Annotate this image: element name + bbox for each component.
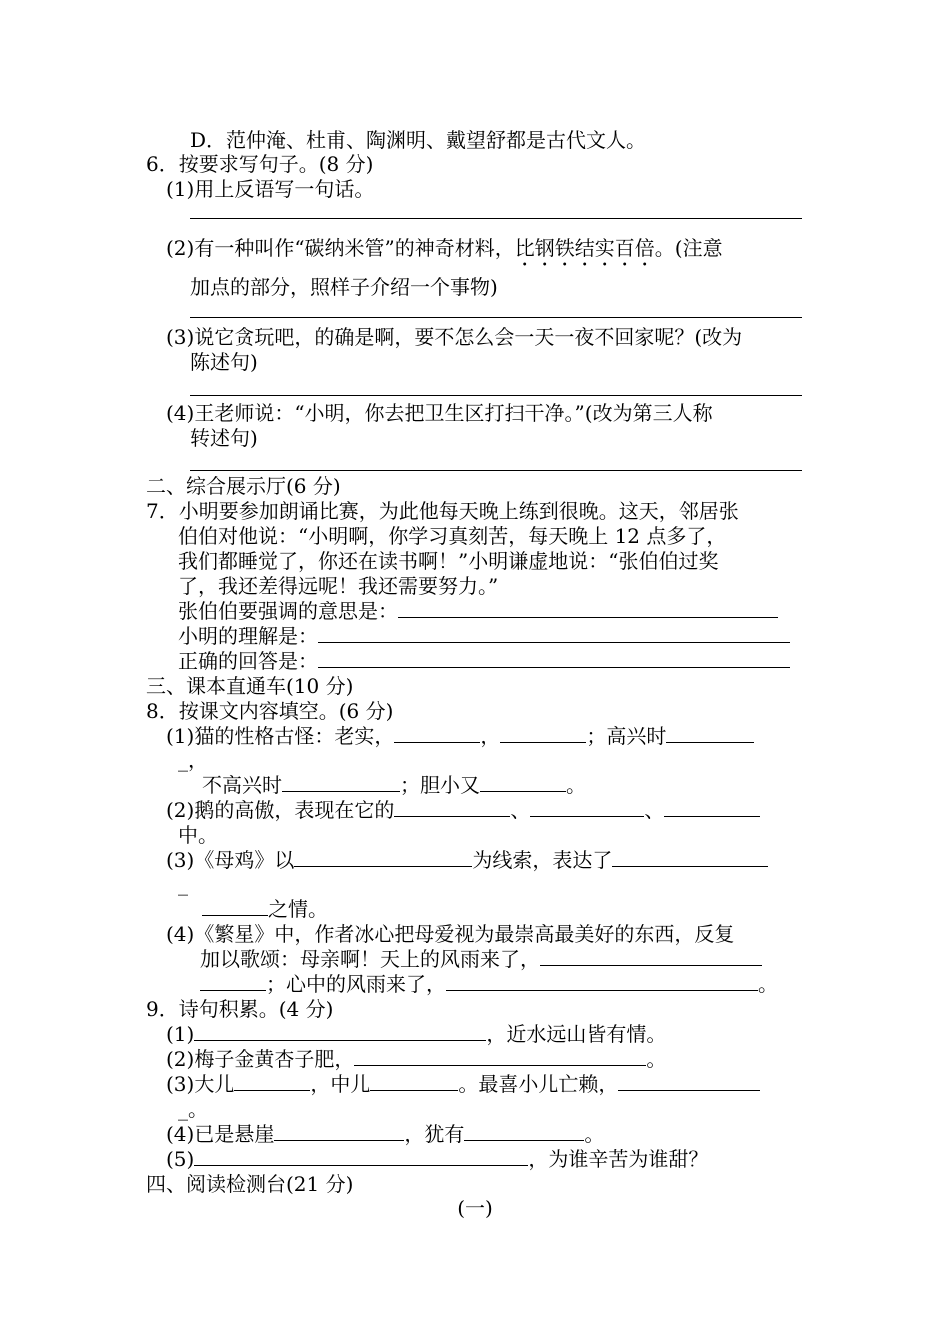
reading-part-heading: (一) — [457, 1196, 493, 1220]
q7-answer-2: 小明的理解是： — [178, 624, 790, 648]
q7-blank-2[interactable] — [318, 624, 790, 643]
q9-blank-7[interactable] — [464, 1122, 584, 1141]
q6-answer-line-4[interactable] — [190, 470, 802, 471]
q6-answer-line-3[interactable] — [190, 395, 802, 396]
q8-blank-13[interactable] — [200, 972, 266, 991]
q9-blank-5[interactable] — [618, 1072, 760, 1091]
q9-blank-8[interactable] — [194, 1147, 528, 1166]
q6-sub4: (4)王老师说：“小明，你去把卫生区打扫干净。”(改为第三人称 — [166, 401, 713, 425]
q8-sub2: (2)鹅的高傲，表现在它的 、 、 — [166, 798, 760, 822]
q7-line-3: 我们都睡觉了，你还在读书啊！”小明谦虚地说：“张伯伯过奖 — [178, 549, 719, 573]
q6-sub4-cont: 转述句) — [190, 426, 258, 450]
q7-line-2: 伯伯对他说：“小明啊，你学习真刻苦，每天晚上 12 点多了， — [178, 524, 727, 548]
q8-blank-10[interactable] — [612, 848, 768, 867]
q8-title: 8．按课文内容填空。(6 分) — [146, 699, 394, 723]
q7-line-1: 7．小明要参加朗诵比赛，为此他每天晚上练到很晚。这天，邻居张 — [146, 499, 739, 523]
q8-blank-12[interactable] — [540, 947, 762, 966]
q9-sub3-wrap: _。 — [178, 1097, 208, 1121]
q8-sub1-wrap: _， — [178, 748, 208, 772]
q8-blank-1[interactable] — [394, 724, 480, 743]
q6-title: 6．按要求写句子。(8 分) — [146, 152, 374, 176]
q8-blank-4[interactable] — [282, 773, 400, 792]
q9-sub5: (5) ，为谁辛苦为谁甜？ — [166, 1147, 709, 1171]
section-2-title: 二、综合展示厅(6 分) — [146, 474, 341, 498]
q6-sub2-cont: 加点的部分，照样子介绍一个事物) — [190, 275, 498, 299]
q8-blank-14[interactable] — [446, 972, 758, 991]
q8-sub1: (1)猫的性格古怪：老实， ， ；高兴时 — [166, 724, 754, 748]
q8-blank-7[interactable] — [530, 798, 644, 817]
q6-answer-line-1[interactable] — [190, 218, 802, 219]
q8-sub4-cont-2: ；心中的风雨来了， 。 — [200, 972, 778, 996]
q8-sub1-cont: 不高兴时 ；胆小又 。 — [202, 773, 586, 797]
q9-sub3: (3)大儿 ，中儿 。最喜小儿亡赖， — [166, 1072, 760, 1096]
q9-blank-3[interactable] — [234, 1072, 310, 1091]
q8-sub3: (3)《母鸡》以 为线索，表达了 — [166, 848, 768, 872]
q8-sub4: (4)《繁星》中，作者冰心把母爱视为最崇高最美好的东西，反复 — [166, 922, 735, 946]
q8-blank-6[interactable] — [394, 798, 510, 817]
q7-answer-1: 张伯伯要强调的意思是： — [178, 599, 778, 623]
q8-sub4-cont: 加以歌颂：母亲啊！天上的风雨来了， — [200, 947, 762, 971]
q9-sub1: (1) ，近水远山皆有情。 — [166, 1022, 667, 1046]
q9-blank-6[interactable] — [274, 1122, 404, 1141]
q9-sub4: (4)已是悬崖 ，犹有 。 — [166, 1122, 605, 1146]
q9-blank-4[interactable] — [370, 1072, 458, 1091]
q7-blank-3[interactable] — [318, 649, 790, 668]
q6-sub3: (3)说它贪玩吧，的确是啊，要不怎么会一天一夜不回家呢？(改为 — [166, 325, 743, 349]
q6-sub3-cont: 陈述句) — [190, 350, 258, 374]
section-4-title: 四、阅读检测台(21 分) — [146, 1172, 354, 1196]
q8-sub2-cont: 中。 — [178, 823, 218, 847]
q8-sub3-wrap: _ — [178, 872, 188, 896]
q5-option-d: D．范仲淹、杜甫、陶渊明、戴望舒都是古代文人。 — [190, 128, 647, 152]
q6-sub1: (1)用上反语写一句话。 — [166, 177, 375, 201]
q8-blank-8[interactable] — [664, 798, 760, 817]
q8-blank-2[interactable] — [500, 724, 586, 743]
q7-answer-3: 正确的回答是： — [178, 649, 790, 673]
q7-blank-1[interactable] — [398, 599, 778, 618]
q8-blank-5[interactable] — [480, 773, 566, 792]
q6-answer-line-2[interactable] — [190, 317, 802, 318]
section-3-title: 三、课本直通车(10 分) — [146, 674, 354, 698]
q8-blank-11[interactable] — [202, 897, 268, 916]
q8-sub3-cont: 之情。 — [202, 897, 328, 921]
q8-blank-3[interactable] — [666, 724, 754, 743]
q8-blank-9[interactable] — [294, 848, 472, 867]
q9-sub2: (2)梅子金黄杏子肥， 。 — [166, 1047, 667, 1071]
q7-line-4: 了，我还差得远呢！我还需要努力。” — [178, 574, 499, 598]
q9-title: 9．诗句积累。(4 分) — [146, 997, 334, 1021]
q6-sub2: (2)有一种叫作“碳纳米管”的神奇材料，比钢铁结实百倍。(注意 — [166, 236, 723, 260]
dotted-phrase: 比钢铁结实百倍 — [514, 236, 655, 260]
q9-blank-2[interactable] — [354, 1047, 646, 1066]
q9-blank-1[interactable] — [194, 1022, 486, 1041]
